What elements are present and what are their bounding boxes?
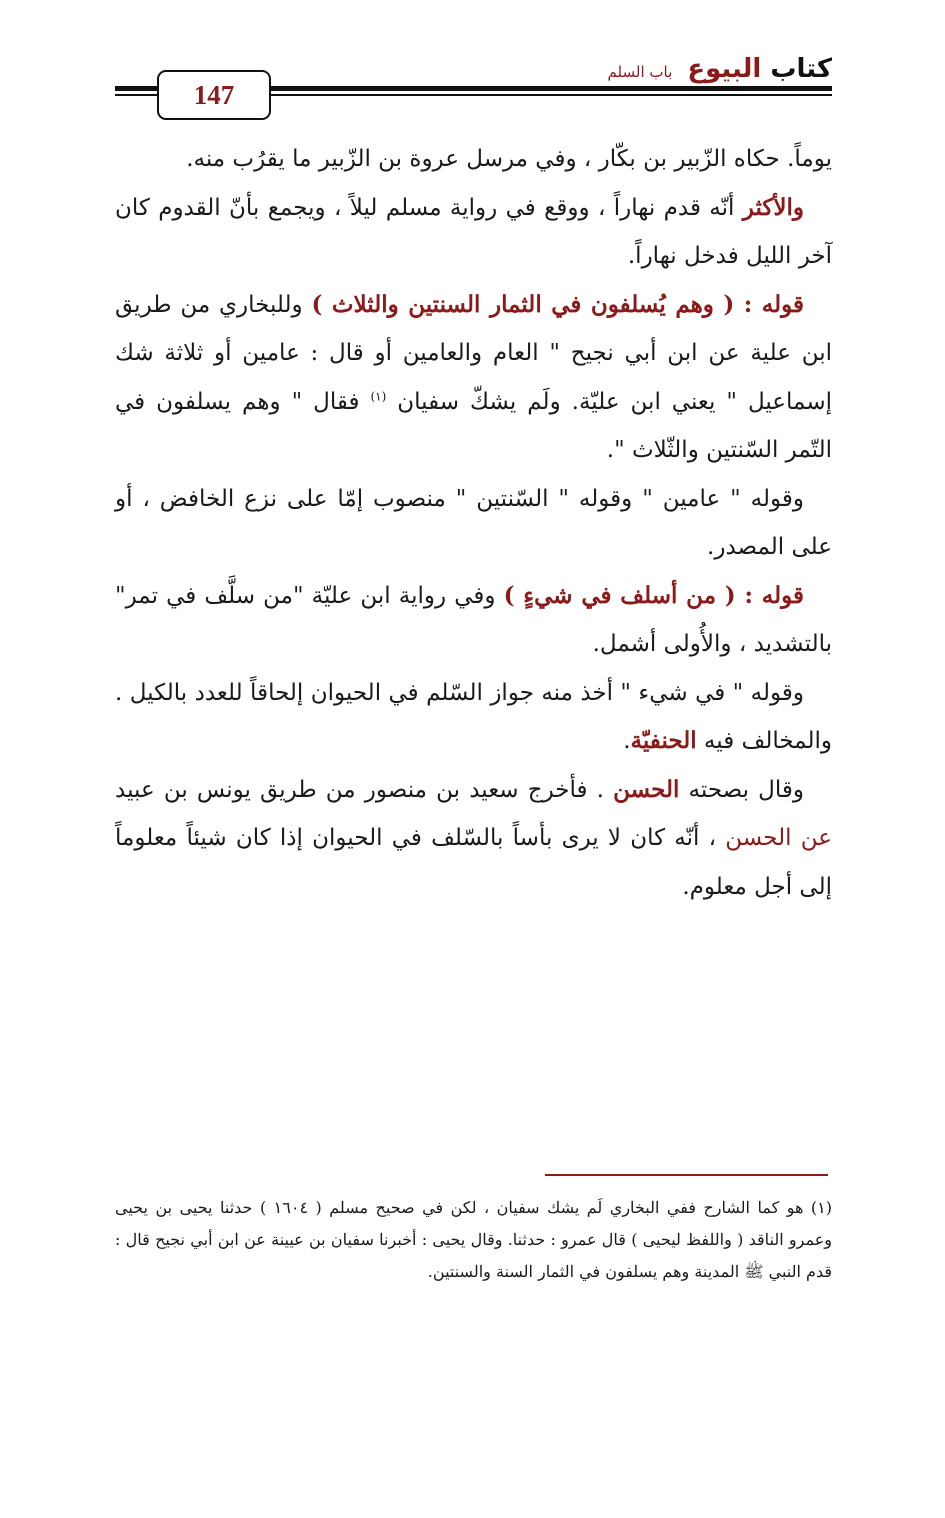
paragraph-7-text-a: وقال بصحته [679, 776, 804, 803]
paragraph-5-text: وفي رواية ابن عليّة "من سلَّف في تمر" بالتشديد ، والأُولى أشمل. [115, 582, 832, 657]
paragraph-2 [115, 184, 832, 281]
paragraph-7-text-b: . فأخرج سعيد بن منصور من طريق يونس بن عبيد [115, 776, 614, 803]
paragraph-6-text: وقوله " في شيء " أخذ منه جواز السّلم في الحيوان إلحاقاً للعدد بالكيل . والمخالف فيه [115, 679, 832, 754]
main-text [115, 135, 832, 911]
footnote-text: (١) هو كما الشارح ففي البخاري لَم يشك سفيان ، لكن في صحيح مسلم ( ١٦٠٤ ) حدثنا يحيى بن يحيى وعمرو الناقد ( واللفظ ليحيى ) قال عمرو : حدثنا. وقال يحيى : أخبرنا سفيان بن عيينة عن ابن أبي نجيح قال : قدم النبي ﷺ المدينة وهم يسلفون في الثمار السنة والسنتين. [115, 1198, 832, 1281]
book-title-name: البيوع [687, 54, 762, 84]
paragraph-6 [115, 669, 832, 766]
paragraph-7 [115, 766, 832, 912]
footnote-separator [545, 1174, 828, 1176]
paragraph-7-highlight-a: الحسن [613, 775, 680, 803]
paragraph-6-highlight: الحنفيّة [630, 727, 697, 754]
footnote [115, 1192, 832, 1288]
chapter-title: باب السلم [607, 63, 673, 81]
paragraph-4: وقوله " عامين " وقوله " السّنتين " منصوب إمّا على نزع الخافض ، أو على المصدر. [115, 485, 832, 560]
paragraph-3 [115, 281, 832, 475]
paragraph-3-quote: قوله : ( وهم يُسلفون في الثمار السنتين والثلاث ) [311, 290, 804, 318]
paragraph-6-end: . [623, 728, 631, 754]
page-header [115, 48, 832, 118]
paragraph-5-quote: قوله : ( من أسلف في شيءٍ ) [503, 581, 804, 609]
paragraph-5 [115, 572, 832, 669]
page-number: 147 [157, 70, 271, 120]
paragraph-3-text-b: فقال " وهم يسلفون في التّمر السّنتين والثّلاث ". [115, 388, 832, 463]
footnote-marker: (١) [370, 388, 387, 403]
book-title-prefix: كتاب [761, 54, 832, 84]
paragraph-2-highlight: والأكثر [742, 193, 804, 221]
paragraph-2-text: أنّه قدم نهاراً ، ووقع في رواية مسلم ليلاً ، ويجمع بأنّ القدوم كان آخر الليل فدخل نهاراً. [115, 194, 832, 269]
book-title [687, 54, 832, 84]
header-titles [608, 54, 832, 84]
paragraph-3-text-a: وللبخاري من طريق ابن علية عن ابن أبي نجيح " العام والعامين أو قال : عامين أو ثلاثة شك إسماعيل " يعني ابن عليّة. ولَم يشكّ سفيان [115, 291, 832, 415]
paragraph-7-highlight-b: عن الحسن [725, 825, 832, 851]
paragraph-1: يوماً. حكاه الزّبير بن بكّار ، وفي مرسل عروة بن الزّبير ما يقرُب منه. [186, 146, 832, 172]
paragraph-7-text-c: ، أنّه كان لا يرى بأساً بالسّلف في الحيوان إذا كان شيئاً معلوماً إلى أجل معلوم. [115, 825, 832, 900]
